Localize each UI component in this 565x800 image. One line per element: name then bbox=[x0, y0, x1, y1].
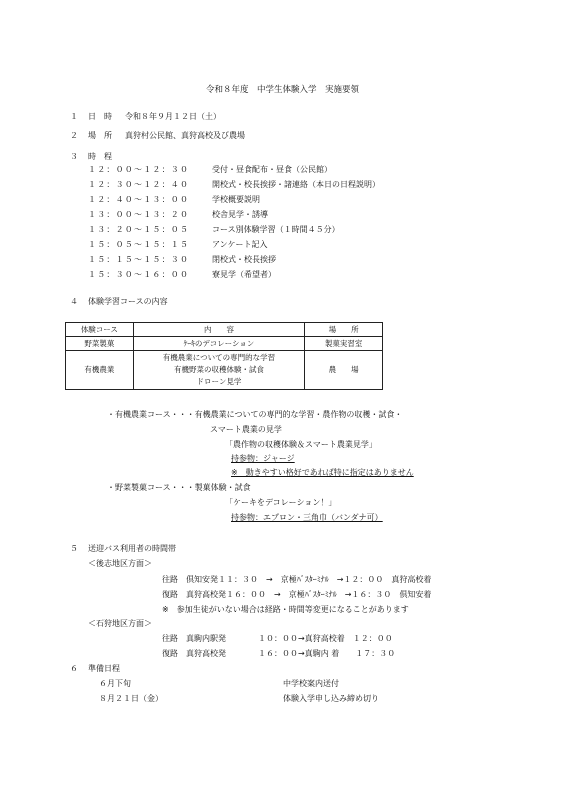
area-heading: ＜後志地区方面＞ bbox=[88, 559, 152, 568]
schedule-time: １３：２０〜１５：０５ bbox=[88, 225, 190, 234]
section-5-number: ５ bbox=[70, 544, 78, 553]
prep-item: 中学校案内送付 bbox=[283, 679, 339, 688]
course-place: 製菓実習室 bbox=[305, 337, 383, 351]
prep-date: ８月２１日（金） bbox=[99, 694, 163, 703]
organic-note-line: ※ 動きやすい格好であれば特に指定はありません bbox=[231, 468, 414, 477]
schedule-time: １２：３０〜１２：４０ bbox=[88, 180, 190, 189]
course-content-line: 有機農業についての専門的な学習 bbox=[162, 353, 276, 362]
schedule-desc: コース別体験学習（１時間４５分） bbox=[212, 225, 340, 234]
schedule-desc: 開校式・校長挨拶・諸連絡（本日の日程説明） bbox=[212, 180, 380, 189]
schedule-time: １２：４０〜１３：００ bbox=[88, 195, 190, 204]
column-header: 場 所 bbox=[305, 323, 383, 337]
schedule-desc: アンケート記入 bbox=[212, 240, 268, 249]
section-1-number: １ bbox=[70, 112, 78, 121]
veg-note-line: ・野菜製菓コース・・・製菓体験・試食 bbox=[107, 483, 251, 492]
course-content: ｹｰｷのデコレーション bbox=[133, 337, 304, 351]
section-3-label: 時 程 bbox=[88, 152, 112, 161]
bus-route: 往路 倶知安発１１：３０ → 京極ﾊﾞｽﾀｰﾐﾅﾙ →１２：００ 真狩高校着 bbox=[162, 575, 432, 584]
schedule-desc: 受付・昼食配布・昼食（公民館） bbox=[212, 165, 332, 174]
course-place: 農 場 bbox=[305, 351, 383, 390]
course-name: 有機農業 bbox=[66, 351, 134, 390]
schedule-time: １５：０５〜１５：１５ bbox=[88, 240, 190, 249]
table-header-row bbox=[66, 323, 383, 337]
course-content bbox=[133, 351, 304, 390]
section-6-label: 準備日程 bbox=[88, 664, 120, 673]
course-content-line: 有機野菜の収穫体験・試食 bbox=[173, 365, 264, 374]
organic-items-to-bring: 持参物：ジャージ bbox=[231, 454, 295, 463]
bus-route: 復路 真狩高校発 １６：００→真駒内 着 １７：３０ bbox=[162, 649, 396, 658]
organic-note-line: ・有機農業コース・・・有機農業についての専門的な学習・農作物の収穫・試食・ bbox=[107, 410, 403, 419]
column-header: 体験コース bbox=[66, 323, 134, 337]
bus-route: 復路 真狩高校発１６：００ → 京極ﾊﾞｽﾀｰﾐﾅﾙ →１６：３０ 倶知安着 bbox=[162, 590, 432, 599]
schedule-time: １３：００〜１３：２０ bbox=[88, 210, 190, 219]
section-5-label: 送迎バス利用者の時間帯 bbox=[88, 544, 176, 553]
veg-items-to-bring: 持参物：エプロン・三角巾（バンダナ可） bbox=[231, 513, 383, 522]
section-4-label: 体験学習コースの内容 bbox=[88, 297, 168, 306]
course-content-line: ドローン見学 bbox=[196, 377, 242, 386]
section-6-number: ６ bbox=[70, 664, 78, 673]
section-1-value: 令和８年９月１２日（土） bbox=[125, 112, 221, 121]
schedule-time: １２：００〜１２：３０ bbox=[88, 165, 190, 174]
section-1-label: 日 時 bbox=[88, 112, 112, 121]
section-4-number: ４ bbox=[70, 297, 78, 306]
schedule-desc: 閉校式・校長挨拶 bbox=[212, 255, 276, 264]
prep-date: ６月下旬 bbox=[99, 679, 131, 688]
area-heading: ＜石狩地区方面＞ bbox=[88, 619, 152, 628]
veg-note-line: 「ケーキをデコレーション！」 bbox=[225, 498, 337, 507]
column-header: 内 容 bbox=[133, 323, 304, 337]
schedule-desc: 寮見学（希望者） bbox=[212, 270, 276, 279]
schedule-time: １５：１５〜１５：３０ bbox=[88, 255, 190, 264]
section-2-value: 真狩村公民館、真狩高校及び農場 bbox=[125, 131, 245, 140]
organic-note-line: 「農作物の収穫体験＆スマート農業見学」 bbox=[225, 440, 377, 449]
course-table bbox=[65, 322, 383, 390]
page-title: 令和８年度 中学生体験入学 実施要領 bbox=[205, 85, 359, 95]
bus-route: 往路 真駒内駅発 １０：００→真狩高校着 １２：００ bbox=[162, 634, 393, 643]
schedule-desc: 校舎見学・誘導 bbox=[212, 210, 268, 219]
schedule-desc: 学校概要説明 bbox=[212, 195, 260, 204]
prep-item: 体験入学申し込み締め切り bbox=[283, 694, 379, 703]
section-3-number: ３ bbox=[70, 152, 78, 161]
section-2-number: ２ bbox=[70, 131, 78, 140]
organic-note-line: スマート農業の見学 bbox=[210, 425, 282, 434]
course-name: 野菜製菓 bbox=[66, 337, 134, 351]
schedule-time: １５：３０〜１６：００ bbox=[88, 270, 190, 279]
table-row bbox=[66, 337, 383, 351]
table-row bbox=[66, 351, 383, 390]
section-2-label: 場 所 bbox=[88, 131, 112, 140]
bus-note: ※ 参加生徒がいない場合は経路・時間等変更になることがあります bbox=[162, 605, 409, 614]
